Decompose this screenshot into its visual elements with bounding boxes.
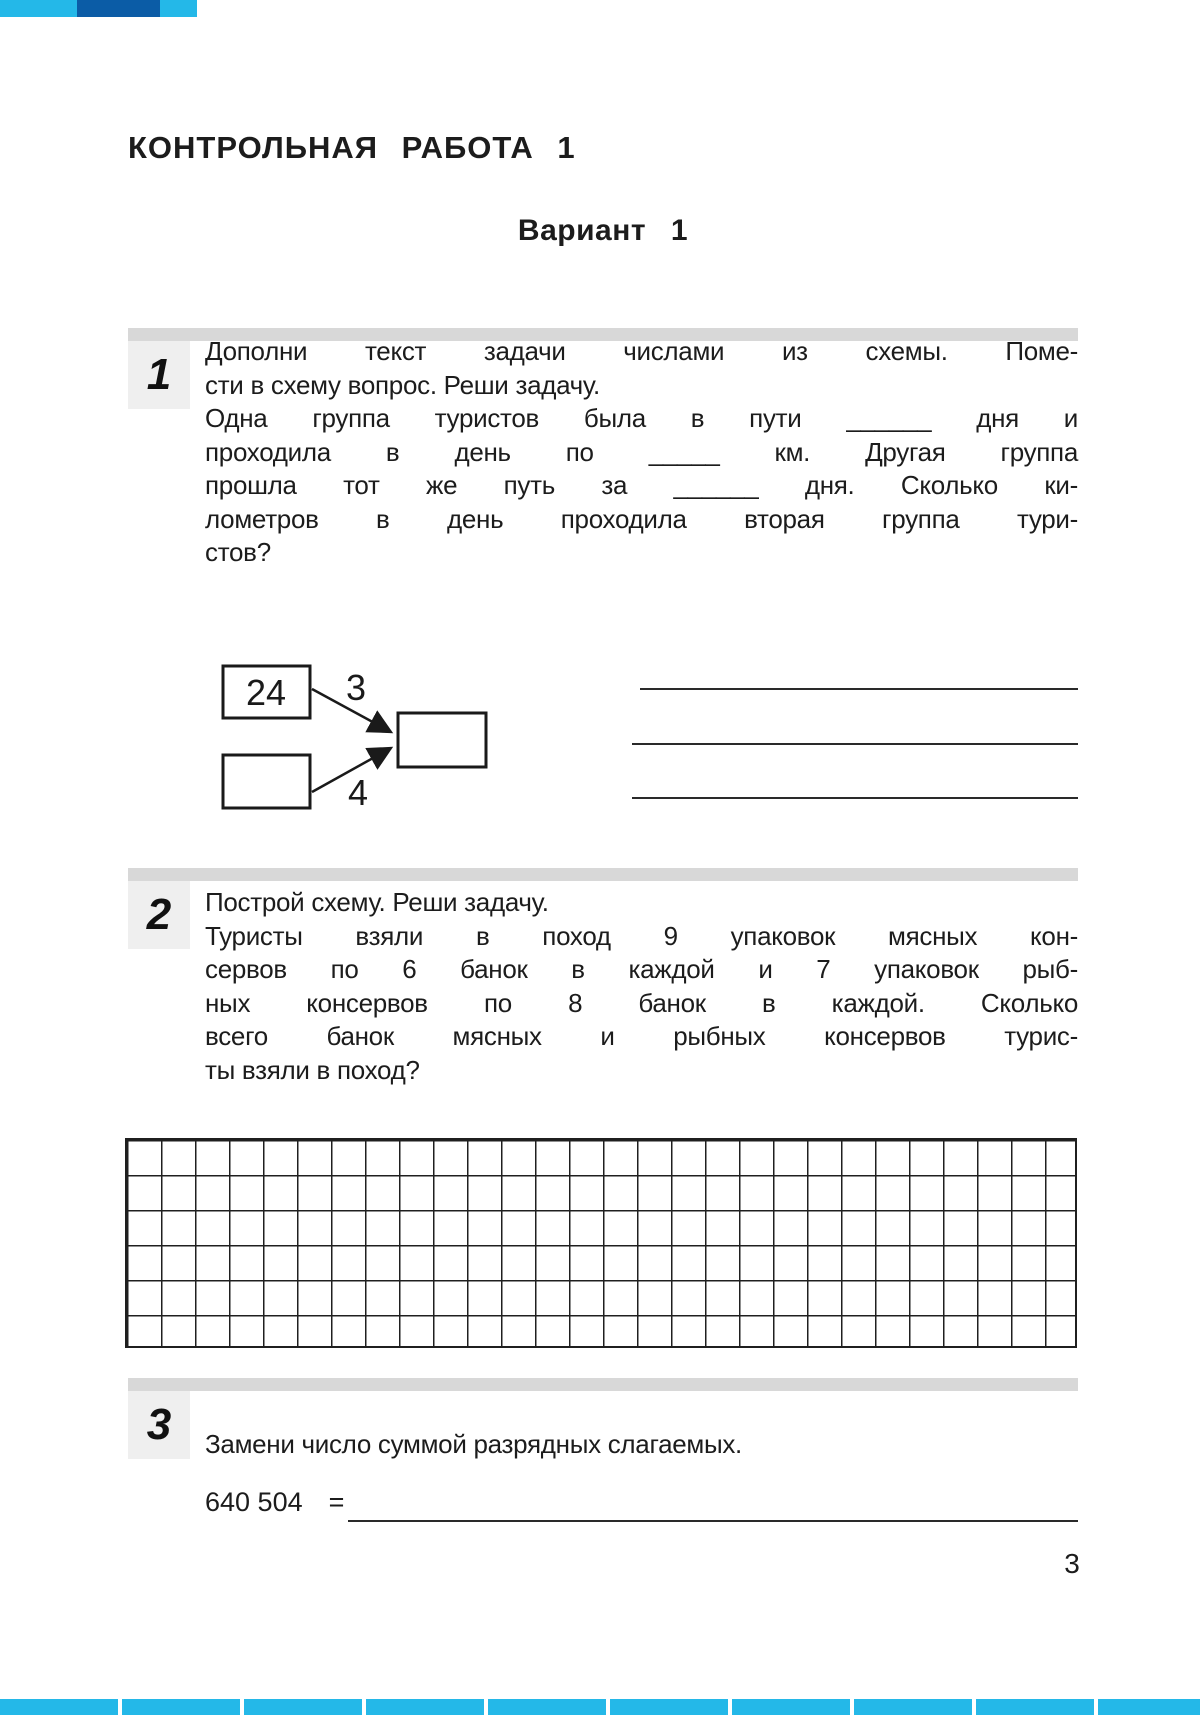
- page-title: КОНТРОЛЬНАЯ РАБОТА 1: [128, 130, 576, 165]
- top-accent-bar-cyan-2: [160, 0, 197, 17]
- task-text-line: сервов по 6 банок в каждой и 7 упаковок рыб-: [205, 954, 1078, 984]
- task-text-line: проходила в день по _____ км. Другая группа: [205, 436, 1078, 467]
- unknown-value-box-empty[interactable]: [223, 755, 310, 808]
- top-accent-bar-blue: [77, 0, 160, 17]
- task-text-line: ных консервов по 8 банок в каждой. Сколько: [205, 987, 1078, 1018]
- task3-number-box: [128, 1391, 190, 1459]
- task-text-line: прошла тот же путь за ______ дня. Сколько ки-: [205, 470, 1078, 500]
- expression-value: 640 504: [205, 1487, 303, 1517]
- bottom-arrow-label: 4: [348, 772, 369, 813]
- top-arrow-label: 3: [346, 667, 367, 708]
- task2-header-bar: [128, 868, 1078, 881]
- task-text-line: всего банок мясных и рыбных консервов турис-: [205, 1021, 1078, 1051]
- task3-header-bar: [128, 1378, 1078, 1391]
- known-value: 24: [245, 672, 287, 713]
- task3-text: [205, 1428, 1078, 1462]
- bottom-accent-stripe: [0, 1699, 1200, 1715]
- task2-text: [205, 886, 1078, 1087]
- task-text-line: ты взяли в поход?: [205, 1054, 420, 1085]
- answer-blank[interactable]: [348, 1520, 1078, 1522]
- answer-line[interactable]: [640, 688, 1078, 690]
- task-text-line: Построй схему. Реши задачу.: [205, 887, 549, 917]
- task2-number: 2: [146, 890, 172, 939]
- task-text-line: Одна группа туристов была в пути ______ дня и: [205, 403, 1078, 433]
- task1-number-box: [128, 341, 190, 409]
- task-text-line: Дополни текст задачи числами из схемы. Поме-: [205, 336, 1078, 366]
- result-box-empty[interactable]: [398, 713, 486, 767]
- task-text-line: сти в схему вопрос. Реши задачу.: [205, 369, 600, 400]
- task1-text: [205, 335, 1078, 570]
- top-accent-bar-cyan: [0, 0, 77, 17]
- task3-number: 3: [146, 1400, 172, 1449]
- working-grid[interactable]: [125, 1138, 1077, 1348]
- task1-schema-diagram: [200, 653, 500, 823]
- task-text-line: лометров в день проходила вторая группа тури-: [205, 503, 1078, 534]
- equals-sign: =: [328, 1487, 345, 1517]
- task-text-line: Замени число суммой разрядных слагаемых.: [205, 1429, 742, 1459]
- variant-heading: Вариант 1: [517, 214, 689, 247]
- answer-line[interactable]: [632, 797, 1078, 799]
- answer-line[interactable]: [632, 743, 1078, 745]
- task-text-line: Туристы взяли в поход 9 упаковок мясных кон-: [205, 920, 1078, 951]
- task3-expression-row: [205, 1487, 344, 1518]
- page-number: 3: [1064, 1548, 1080, 1579]
- task1-number: 1: [146, 350, 172, 399]
- task2-number-box: [128, 881, 190, 949]
- task-text-line: стов?: [205, 537, 271, 567]
